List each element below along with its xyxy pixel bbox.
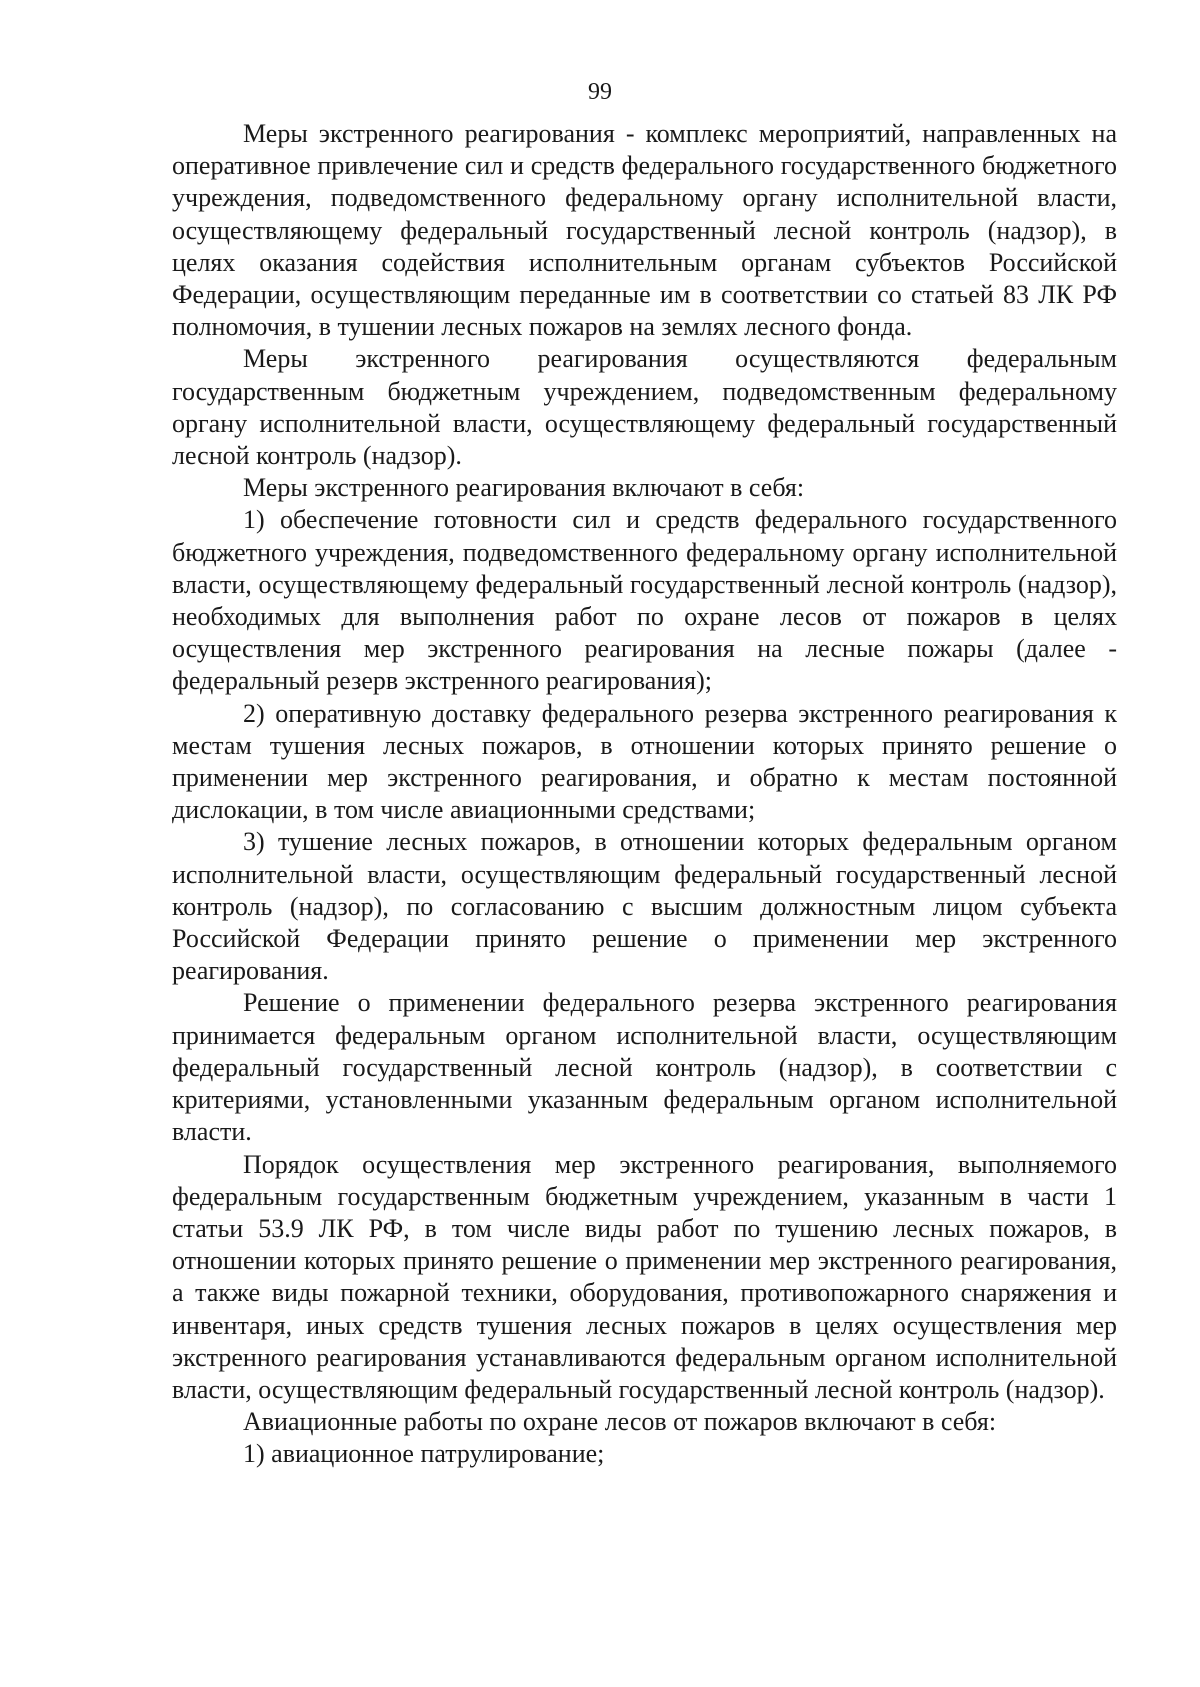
paragraph-procedure: Порядок осуществления мер экстренного реагирования, выполняемого федеральным государственным бюджетным учреждением, указанным в части 1 статьи 53.9 ЛК РФ, в том числе виды работ по тушению лесных пожаров, в отношении которых принято решение о применении мер экстренного реагирования, а также виды пожарной техники, оборудования, противопожарного снаряжения и инвентаря, иных средств тушения лесных пожаров в целях осуществления мер экстренного реагирования устанавливаются федеральным органом исполнительной власти, осуществляющим федеральный государственный лесной контроль (надзор). [172, 1149, 1117, 1404]
paragraph-aviation-intro: Авиационные работы по охране лесов от пожаров включают в себя: [243, 1407, 997, 1437]
paragraph-executor: Меры экстренного реагирования осуществляются федеральным государственным бюджетным учреждением, подведомственным федеральному органу исполнительной власти, осуществляющему федеральный государственный лесной контроль (надзор). [172, 344, 1117, 471]
document-body [172, 118, 1117, 1471]
page-number: 99 [588, 79, 612, 105]
paragraph-decision: Решение о применении федерального резерва экстренного реагирования принимается федеральным органом исполнительной власти, осуществляющим федеральный государственный лесной контроль (надзор), в соответствии с критериями, установленными указанным федеральным органом исполнительной власти. [172, 988, 1117, 1147]
paragraph-definition: Меры экстренного реагирования - комплекс мероприятий, направленных на оперативное привлечение сил и средств федерального государственного бюджетного учреждения, подведомственного федеральному органу исполнительной власти, осуществляющему федеральный государственный лесной контроль (надзор), в целях оказания содействия исполнительным органам субъектов Российской Федерации, осуществляющим переданные им в соответствии со статьей 83 ЛК РФ полномочия, в тушении лесных пожаров на землях лесного фонда. [172, 119, 1117, 342]
paragraph-measures-intro: Меры экстренного реагирования включают в себя: [243, 473, 805, 503]
list-item-2: 2) оперативную доставку федерального резерва экстренного реагирования к местам тушения лесных пожаров, в отношении которых принято решение о применении мер экстренного реагирования, и обратно к местам постоянной дислокации, в том числе авиационными средствами; [172, 698, 1117, 825]
list-item-3: 3) тушение лесных пожаров, в отношении которых федеральным органом исполнительной власти, осуществляющим федеральный государственный лесной контроль (надзор), по согласованию с высшим должностным лицом субъекта Российской Федерации принято решение о применении мер экстренного реагирования. [172, 827, 1117, 986]
aviation-list-item-1: 1) авиационное патрулирование; [243, 1439, 605, 1469]
list-item-1: 1) обеспечение готовности сил и средств федерального государственного бюджетного учреждения, подведомственного федеральному органу исполнительной власти, осуществляющему федеральный государственный лесной контроль (надзор), необходимых для выполнения работ по охране лесов от пожаров в целях осуществления мер экстренного реагирования на лесные пожары (далее - федеральный резерв экстренного реагирования); [172, 505, 1117, 696]
